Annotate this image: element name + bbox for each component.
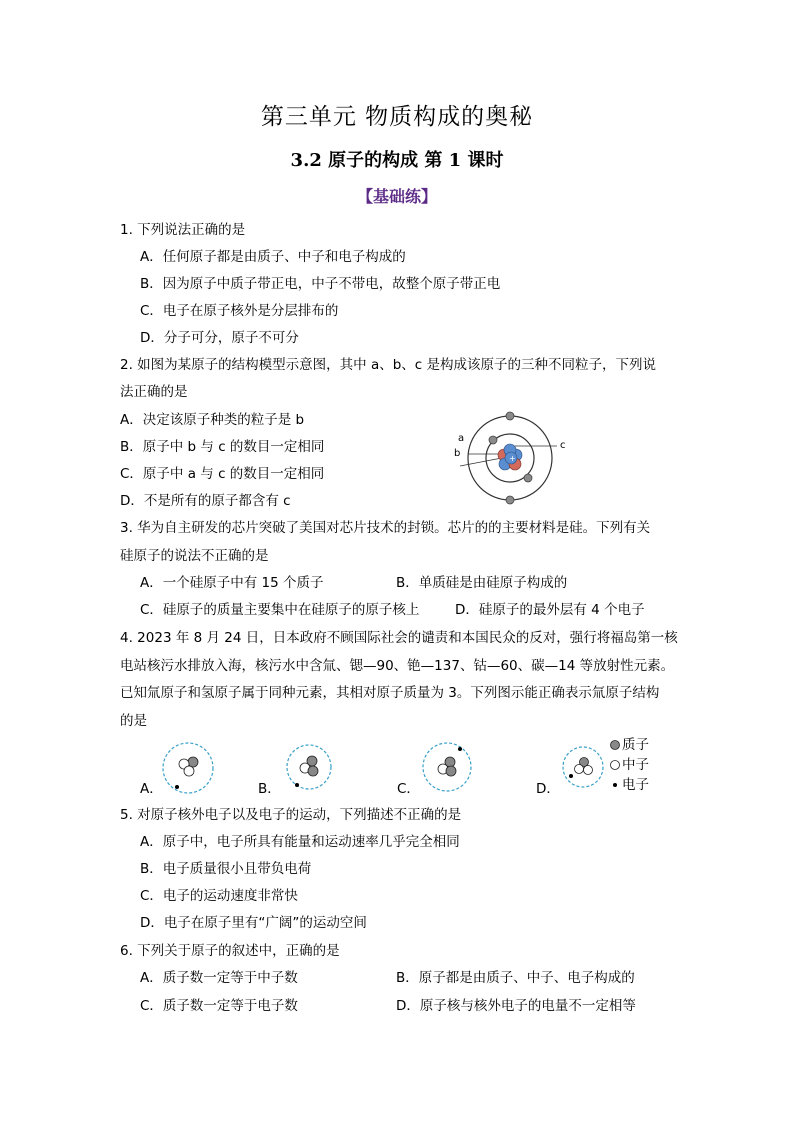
- q2-stem-line2: 法正确的是: [120, 384, 188, 400]
- fig-label-a: a: [458, 433, 465, 444]
- q5-option-c: C．电子的运动速度非常快: [140, 888, 298, 904]
- q3-stem-line1: 3. 华为自主研发的芯片突破了美国对芯片技术的封锁。芯片的的主要材料是硅。下列有关: [120, 520, 651, 536]
- q4-stem-line1: 4. 2023 年 8 月 24 日，日本政府不顾国际社会的谴责和本国民众的反对，强行将福岛第一核: [120, 630, 678, 646]
- q4-option-c-label: C．: [397, 781, 420, 797]
- q4-option-a-label: A．: [140, 781, 163, 797]
- atom-model-figure: [455, 408, 575, 508]
- q3-option-a: A．一个硅原子中有 15 个质子: [140, 575, 324, 591]
- q6-option-b: B．原子都是由质子、中子、电子构成的: [396, 970, 635, 986]
- q5-option-a: A．原子中，电子所具有能量和运动速率几乎完全相同: [140, 834, 460, 850]
- q3-option-c: C．硅原子的质量主要集中在硅原子的原子核上: [140, 602, 420, 618]
- legend-proton-icon: [609, 739, 621, 751]
- q4-stem-line4: 的是: [120, 713, 147, 729]
- q2-option-b: B．原子中 b 与 c 的数目一定相同: [120, 439, 325, 455]
- q2-option-d: D．不是所有的原子都含有 c: [120, 493, 291, 509]
- page-title: 第三单元 物质构成的奥秘: [260, 104, 534, 130]
- legend-neutron-label: 中子: [622, 757, 649, 773]
- q1-option-d: D．分子可分，原子不可分: [140, 330, 299, 346]
- legend-electron-label: 电子: [622, 777, 649, 793]
- q3-option-d: D．硅原子的最外层有 4 个电子: [455, 602, 645, 618]
- q4-diagram-d: [560, 744, 606, 790]
- legend-electron-icon: [609, 779, 621, 791]
- q4-diagram-c: [420, 740, 474, 794]
- q4-diagram-b: [284, 742, 334, 792]
- q2-option-c: C．原子中 a 与 c 的数目一定相同: [120, 466, 325, 482]
- section-heading: 【基础练】: [356, 187, 437, 206]
- q4-option-b-label: B．: [258, 781, 281, 797]
- q6-option-a: A．质子数一定等于中子数: [140, 970, 298, 986]
- lesson-subtitle: 3.2 原子的构成 第 1 课时: [290, 150, 504, 171]
- q6-option-c: C．质子数一定等于电子数: [140, 998, 298, 1014]
- q2-stem-line1: 2. 如图为某原子的结构模型示意图，其中 a、b、c 是构成该原子的三种不同粒子，下列说: [120, 357, 657, 373]
- q5-option-d: D．电子在原子里有“广阔”的运动空间: [140, 915, 367, 931]
- q6-option-d: D．原子核与核外电子的电量不一定相等: [396, 998, 636, 1014]
- q4-stem-line2: 电站核污水排放入海，核污水中含氚、锶—90、铯—137、钴—60、碳—14 等放射性元素。: [120, 658, 675, 674]
- q1-option-b: B．因为原子中质子带正电，中子不带电，故整个原子带正电: [140, 276, 501, 292]
- q3-stem-line2: 硅原子的说法不正确的是: [120, 548, 269, 564]
- q4-stem-line3: 已知氚原子和氢原子属于同种元素，其相对原子质量为 3。下列图示能正确表示氚原子结构: [120, 685, 660, 701]
- q5-option-b: B．电子质量很小且带负电荷: [140, 861, 312, 877]
- q1-option-c: C．电子在原子核外是分层排布的: [140, 303, 339, 319]
- q4-diagram-a: [160, 740, 216, 796]
- q1-stem: 1. 下列说法正确的是: [120, 222, 246, 238]
- q1-option-a: A．任何原子都是由质子、中子和电子构成的: [140, 249, 406, 265]
- legend-neutron-icon: [609, 759, 621, 771]
- q3-option-b: B．单质硅是由硅原子构成的: [396, 575, 568, 591]
- legend-proton-label: 质子: [622, 737, 649, 753]
- q5-stem: 5. 对原子核外电子以及电子的运动，下列描述不正确的是: [120, 807, 462, 823]
- q4-option-d-label: D．: [536, 781, 560, 797]
- fig-label-c: c: [560, 440, 566, 451]
- fig-label-b: b: [454, 448, 461, 459]
- q2-option-a: A．决定该原子种类的粒子是 b: [120, 412, 305, 428]
- svg-text:+: +: [509, 454, 516, 463]
- q6-stem: 6. 下列关于原子的叙述中，正确的是: [120, 943, 340, 959]
